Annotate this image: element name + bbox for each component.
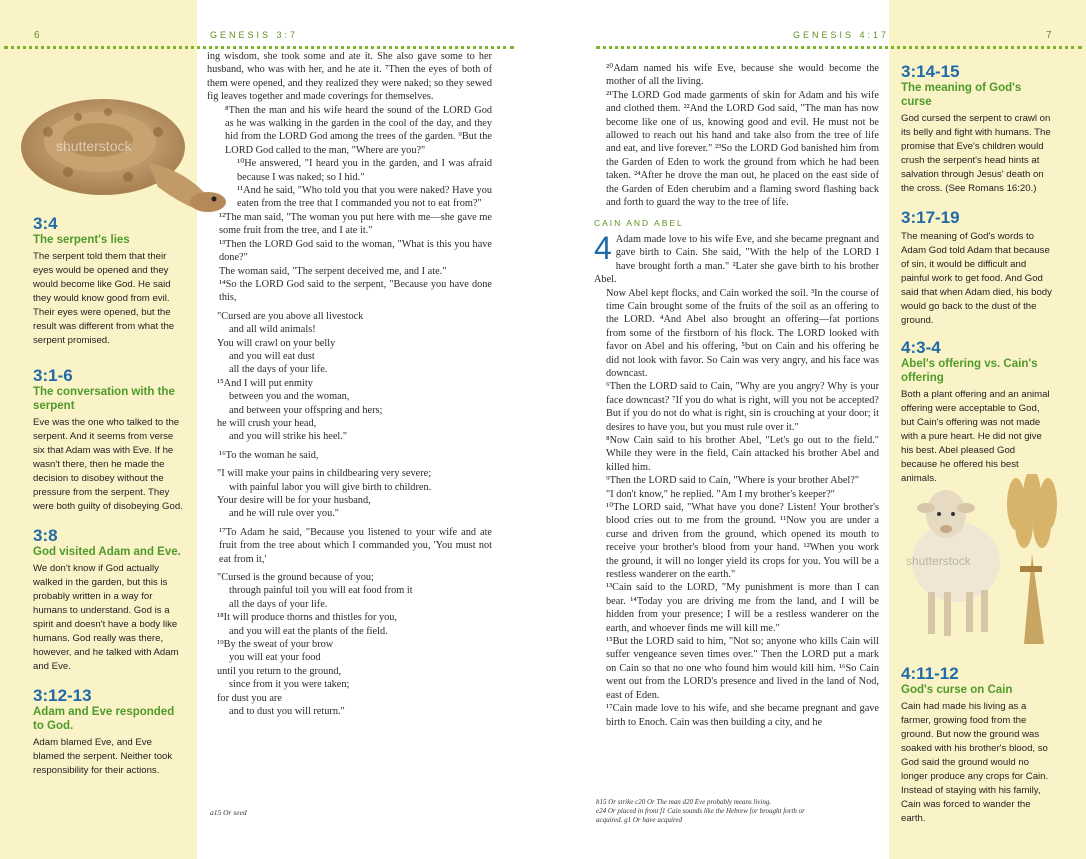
note-body: Cain had made his living as a farmer, growing food from the ground. But now the ground was soaked with his brother's blood, so God said the ground would no longer produce any crops for Cain. Instead of staying with his family, Cain was forced to wander the earth. — [901, 701, 1049, 824]
footnotes-right — [596, 798, 881, 825]
poem-line: all the days of your life. — [229, 598, 328, 610]
wheat-illustration — [1007, 474, 1057, 644]
poem-line: and he will rule over you." — [229, 508, 340, 520]
note-body: We don't know if God actually walked in the garden, but this is probably written in a way for humans to understand. God is a spirit and doesn't have a body like humans. God really was there, however, and he talked with Adam and Eve. — [33, 563, 179, 672]
poem-line: he will crush your head, — [217, 417, 317, 429]
note-body: The serpent told them that their eyes would be opened and they would become like God. He said they would know good from evil. Their eyes were opened, but the result was different from what the serpent promised. — [33, 251, 175, 346]
note-ref: 3:1-6 — [33, 366, 73, 385]
note-3-12-13 — [33, 686, 185, 778]
verse-paragraph: ⁹Then the LORD said to Cain, "Where is your brother Abel?" — [606, 475, 860, 487]
note-ref: 4:11-12 — [901, 664, 959, 683]
note-title: God visited Adam and Eve. — [33, 546, 181, 558]
poem-line: Your desire will be for your husband, — [217, 495, 371, 506]
verse-paragraph: ¹⁷To Adam he said, "Because you listened to your wife and ate fruit from the tree about which I commanded you, 'You must not eat from it,' — [219, 526, 492, 565]
header-rule-right — [596, 46, 1082, 49]
left-running-head: GENESIS 3:7 — [210, 30, 299, 40]
poem-line: You will crawl on your belly — [217, 337, 336, 349]
poem-line: and between your offspring and hers; — [229, 404, 383, 416]
poem-line: you will eat your food — [229, 652, 321, 664]
poem-curse-woman — [217, 467, 492, 521]
poem-line: "Cursed is the ground because of you; — [217, 572, 374, 584]
verse-paragraph: ⁶Then the LORD said to Cain, "Why are you angry? Why is your face downcast? ⁷If you do what is right, will you not be accepted? But if you do not do what is right, sin is crouching at your door; it desires to have you, but you must rule over it." — [606, 381, 879, 433]
poem-line: and to dust you will return." — [229, 706, 345, 718]
section-heading: CAIN AND ABEL — [594, 218, 684, 229]
right-running-head: GENESIS 4:17 — [793, 30, 890, 40]
note-3-17-19 — [901, 208, 1053, 328]
right-page-number: 7 — [1046, 30, 1053, 41]
note-ref: 4:3-4 — [901, 338, 941, 357]
verse-paragraph: ⁸Now Cain said to his brother Abel, "Let's go out to the field." While they were in the field, Cain attacked his brother Abel and killed him. — [606, 434, 879, 473]
verse-paragraph: Now Abel kept flocks, and Cain worked the soil. ³In the course of time Cain brought some of the fruits of the soil as an offering to the LORD. ⁴And Abel also brought an offering—fat portions from some of the firstborn of his flock. The LORD looked with favor on Abel and his offering, ⁵but on Cain and his offering he did not look with favor. So Cain was very angry, and his face was downcast. — [606, 287, 879, 379]
poem-line: and you will strike his heel." — [229, 431, 348, 443]
note-title: The conversation with the serpent — [33, 386, 175, 412]
verse-paragraph: The woman said, "The serpent deceived me, and I ate." — [219, 265, 447, 277]
verse-paragraph: ¹⁵But the LORD said to him, "Not so; anyone who kills Cain will suffer vengeance seven times over." Then the LORD put a mark on Cain so that no one who found him would kill him. ¹⁶So Cain went out from the LORD's presence and lived in the land of Nod, east of Eden. — [606, 636, 879, 701]
chapter-dropcap: 4 — [594, 229, 612, 266]
poem-line: ¹⁵And I will put enmity — [217, 377, 313, 389]
note-ref: 3:8 — [33, 526, 58, 545]
lamb-wheat-image — [896, 474, 1064, 646]
poem-curse-ground — [217, 571, 492, 718]
verse-paragraph: ¹⁰The LORD said, "What have you done? Listen! Your brother's blood cries out to me from the ground. ¹¹Now you are under a curse and driven from the ground, which opened its mouth to receive your brother's blood from your hand. ¹²When you work the ground, it will no longer yield its crops for you. You will be a restless wanderer on the earth." — [606, 502, 879, 581]
footnote-line: acquired. g1 Or have acquired — [596, 816, 682, 824]
footnote-left: a15 Or seed — [210, 808, 247, 817]
verse-paragraph: "I don't know," he replied. "Am I my brother's keeper?" — [606, 488, 835, 500]
verse-paragraph: ¹¹And he said, "Who told you that you were naked? Have you eaten from the tree that I commanded you not to eat from?" — [237, 185, 492, 210]
note-title: Abel's offering vs. Cain's offering — [901, 358, 1038, 384]
verse-paragraph: ²⁰Adam named his wife Eve, because she would become the mother of all the living. — [606, 63, 879, 88]
verse-paragraph: ¹²The man said, "The woman you put here with me—she gave me some fruit from the tree, and I ate it." — [219, 211, 492, 237]
verse-paragraph: ing wisdom, she took some and ate it. She also gave some to her husband, who was with her, and he ate it. ⁷Then the eyes of both of them were opened, and they realized they were naked; so they sewed fig leaves together and made coverings for themselves. — [207, 51, 492, 103]
poem-line: and you will eat dust — [229, 350, 315, 362]
note-title: Adam and Eve responded to God. — [33, 706, 175, 732]
poem-line: with painful labor you will give birth to children. — [229, 481, 432, 493]
note-title: The serpent's lies — [33, 234, 130, 246]
header-rule-left — [4, 46, 514, 49]
lamb-watermark: shutterstock — [906, 554, 971, 568]
note-4-3-4 — [901, 338, 1053, 486]
note-body: Eve was the one who talked to the serpent. And it seems from verse six that Adam was with Eve. If he wasn't there, then he made the decision to disobey without the pressure from the serpent. They were both guilty of disobeying God. — [33, 417, 183, 512]
poem-line: for dust you are — [217, 692, 282, 704]
note-ref: 3:17-19 — [901, 208, 960, 227]
note-ref: 3:12-13 — [33, 686, 92, 705]
note-4-11-12 — [901, 664, 1053, 826]
verse-paragraph: ⁸Then the man and his wife heard the sound of the LORD God as he was walking in the garden in the cool of the day, and they hid from the LORD God among the trees of the garden. ⁹But the LORD God called to the man, "Where are you?" — [225, 104, 492, 156]
poem-line: until you return to the ground, — [217, 665, 342, 677]
verse-paragraph: ¹⁴So the LORD God said to the serpent, "Because you have done this, — [219, 278, 492, 304]
verse-paragraph: ¹³Cain said to the LORD, "My punishment is more than I can bear. ¹⁴Today you are driving me from the land, and I will be hidden from your presence; I will be a restless wanderer on the earth, and whoever finds me will kill me." — [606, 582, 879, 634]
scripture-column-1 — [207, 50, 492, 724]
verse-paragraph: ¹⁰He answered, "I heard you in the garden, and I was afraid because I was naked; so I hid." — [237, 158, 492, 183]
footnote-line: e24 Or placed in front f1 Cain sounds like the Hebrew for brought forth or — [596, 807, 805, 815]
note-title: The meaning of God's curse — [901, 82, 1022, 108]
note-3-1-6 — [33, 366, 185, 514]
note-body: Both a plant offering and an animal offering were acceptable to God, but Cain's offering was not made with a pure heart. He did not give his best. Abel pleased God because he offered his best animals. — [901, 389, 1050, 484]
note-body: God cursed the serpent to crawl on its belly and fight with humans. The promise that Eve's children would crush the serpent's head hints at salvation through Jesus' death on the cross. (See Romans 16:20.) — [901, 113, 1051, 194]
verse-paragraph: ¹⁶To the woman he said, — [219, 449, 319, 461]
note-title: God's curse on Cain — [901, 684, 1013, 696]
poem-line: through painful toil you will eat food from it — [229, 585, 413, 597]
poem-line: and you will eat the plants of the field. — [229, 625, 388, 637]
footnote-line: b15 Or strike c20 Or The man d20 Eve probably means living. — [596, 798, 772, 806]
note-body: The meaning of God's words to Adam God told Adam that because of sin, it would be difficult and painful work to get food. And God said that when Adam died, his body would go back to the dust of the ground. — [901, 231, 1052, 326]
verse-paragraph: ²¹The LORD God made garments of skin for Adam and his wife and clothed them. ²²And the LORD God said, "The man has now become like one of us, knowing good and evil. He must not be allowed to reach out his hand and take also from the tree of life and eat, and live forever." ²³So the LORD God banished him from the Garden of Eden to work the ground from which he had been taken. ²⁴After he drove the man out, he placed on the east side of the Garden of Eden cherubim and a flaming sword flashing back and forth to guard the way to the tree of life. — [606, 89, 879, 209]
poem-line: between you and the woman, — [229, 391, 350, 403]
poem-line: "Cursed are you above all livestock — [217, 310, 364, 322]
scripture-column-2 — [594, 62, 879, 729]
note-3-4 — [33, 214, 185, 348]
snake-image — [8, 62, 233, 212]
poem-line: "I will make your pains in childbearing very severe; — [217, 468, 432, 480]
snake-watermark: shutterstock — [56, 138, 132, 154]
note-ref: 3:14-15 — [901, 62, 960, 81]
poem-line: and all wild animals! — [229, 324, 316, 336]
poem-line: ¹⁸It will produce thorns and thistles for you, — [217, 612, 397, 624]
poem-line: all the days of your life. — [229, 364, 328, 376]
note-3-14-15 — [901, 62, 1053, 196]
verse-paragraph: Adam made love to his wife Eve, and she became pregnant and gave birth to Cain. She said, "With the help of the LORD I have brought forth a man." ²Later she gave birth to his brother Abel. — [594, 233, 879, 286]
note-ref: 3:4 — [33, 214, 58, 233]
note-body: Adam blamed Eve, and Eve blamed the serpent. Neither took responsibility for their actions. — [33, 737, 173, 776]
verse-paragraph: ¹³Then the LORD God said to the woman, "What is this you have done?" — [219, 238, 492, 264]
poem-line: since from it you were taken; — [229, 679, 350, 691]
note-3-8 — [33, 526, 185, 674]
left-page-number: 6 — [34, 30, 41, 41]
poem-curse-serpent — [217, 310, 492, 444]
poem-line: ¹⁹By the sweat of your brow — [217, 639, 334, 651]
verse-paragraph: ¹⁷Cain made love to his wife, and she became pregnant and gave birth to Enoch. Cain was then building a city, and he — [606, 703, 879, 728]
